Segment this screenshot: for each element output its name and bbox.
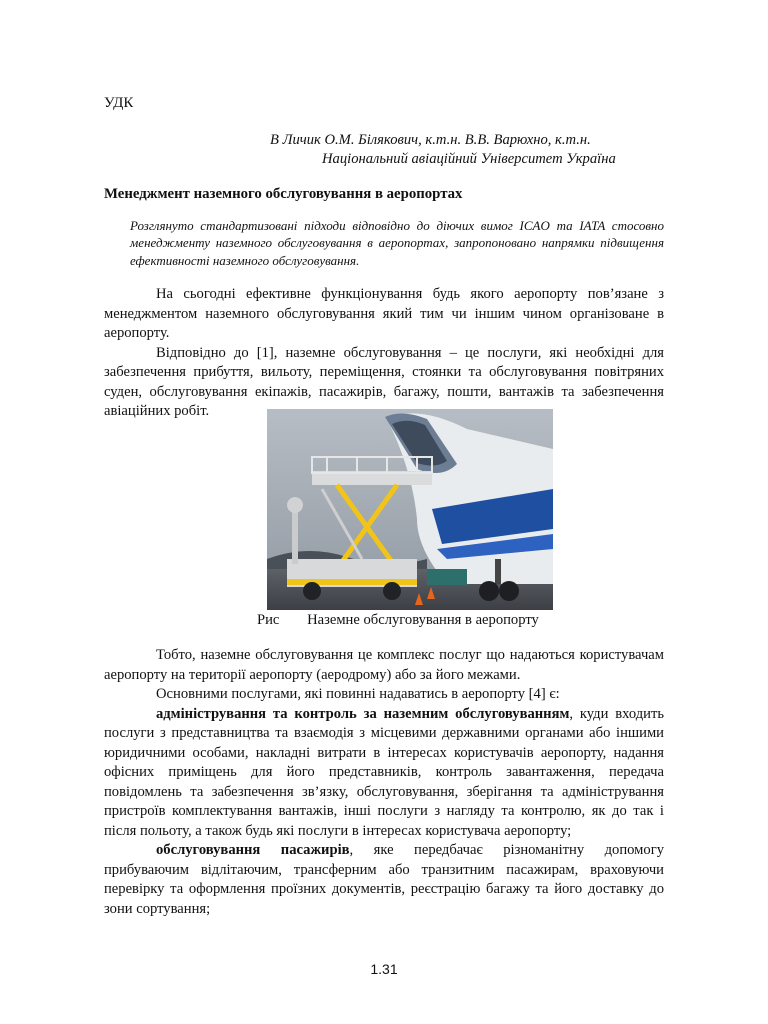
abstract: Розглянуто стандартизовані підходи відповідно до діючих вимог ICAO та IATA стосовно менеджменту наземного обслуговування в аеропортах, запропоновано напрямки підвищення ефективності наземного обслуговування. <box>130 218 664 268</box>
affiliation-line: Національний авіаційний Університет Україна <box>322 151 616 167</box>
authors-line: В Личик О.М. Білякович, к.т.н. В.В. Варюхно, к.т.н. <box>270 132 591 148</box>
list-item-administration <box>104 705 664 842</box>
paragraph-2: Відповідно до [1], наземне обслуговування – це послуги, які необхідні для забезпечення прибуття, вильоту, переміщення, стоянки та обслуговування повітряних суден, обслуговування екіпажів, пасажирів, багажу, пошти, вантажів та забезпечення авіаційних робіт. <box>104 344 664 419</box>
article-title: Менеджмент наземного обслуговування в аеропортах <box>104 186 463 202</box>
list-item-passengers-text: , яке передбачає різноманітну допомогу прибуваючим відлітаючим, трансферним або транзитним пасажирам, враховуючи перевірку та оформлення проїзних документів, реєстрацію багажу та його доставку до зони сортування; <box>104 842 665 917</box>
paragraph-4: Основними послугами, які повинні надаватись в аеропорту [4] є: <box>156 686 560 702</box>
list-item-passengers-term: обслуговування пасажирів <box>156 842 350 858</box>
udk-label: УДК <box>104 95 134 111</box>
body-top <box>104 285 664 422</box>
list-item-passengers <box>104 841 664 919</box>
list-item-administration-text: , куди входить послуги з представництва та взаємодія з місцевими державними органами або іншими юридичними особами, накладні витрати в інтересах користувачів аеропорту, надання офісних приміщень для його представників, контроль завантаження, передача повідомлень та забезпечення зв’язку, обслуговування, зберігання та адміністрування пристроїв комплектування вантажів, інші послуги з нагляду та контролю, як до так і після польоту, а також будь які послуги в інтересах користувача аеропорту; <box>104 705 664 839</box>
figure-caption <box>257 611 577 631</box>
list-item-administration-term: адміністрування та контроль за наземним обслуговуванням <box>156 705 570 722</box>
paragraph-3: Тобто, наземне обслуговування це комплекс послуг що надаються користувачам аеропорту на території аеропорту (аеродрому) або за його межами. <box>104 647 664 683</box>
figure-caption-label: Рис <box>257 612 280 628</box>
authors-block <box>270 131 666 169</box>
page-number: 1.31 <box>370 961 398 977</box>
ground-handling-photo <box>267 409 553 610</box>
figure-caption-text: Наземне обслуговування в аеропорту <box>307 612 539 628</box>
body-bottom <box>104 646 664 919</box>
paragraph-1: На сьогодні ефективне функціонування будь якого аеропорту пов’язане з менеджментом наземного обслуговування який тим чи іншим чином організоване в аеропорту. <box>104 286 664 341</box>
